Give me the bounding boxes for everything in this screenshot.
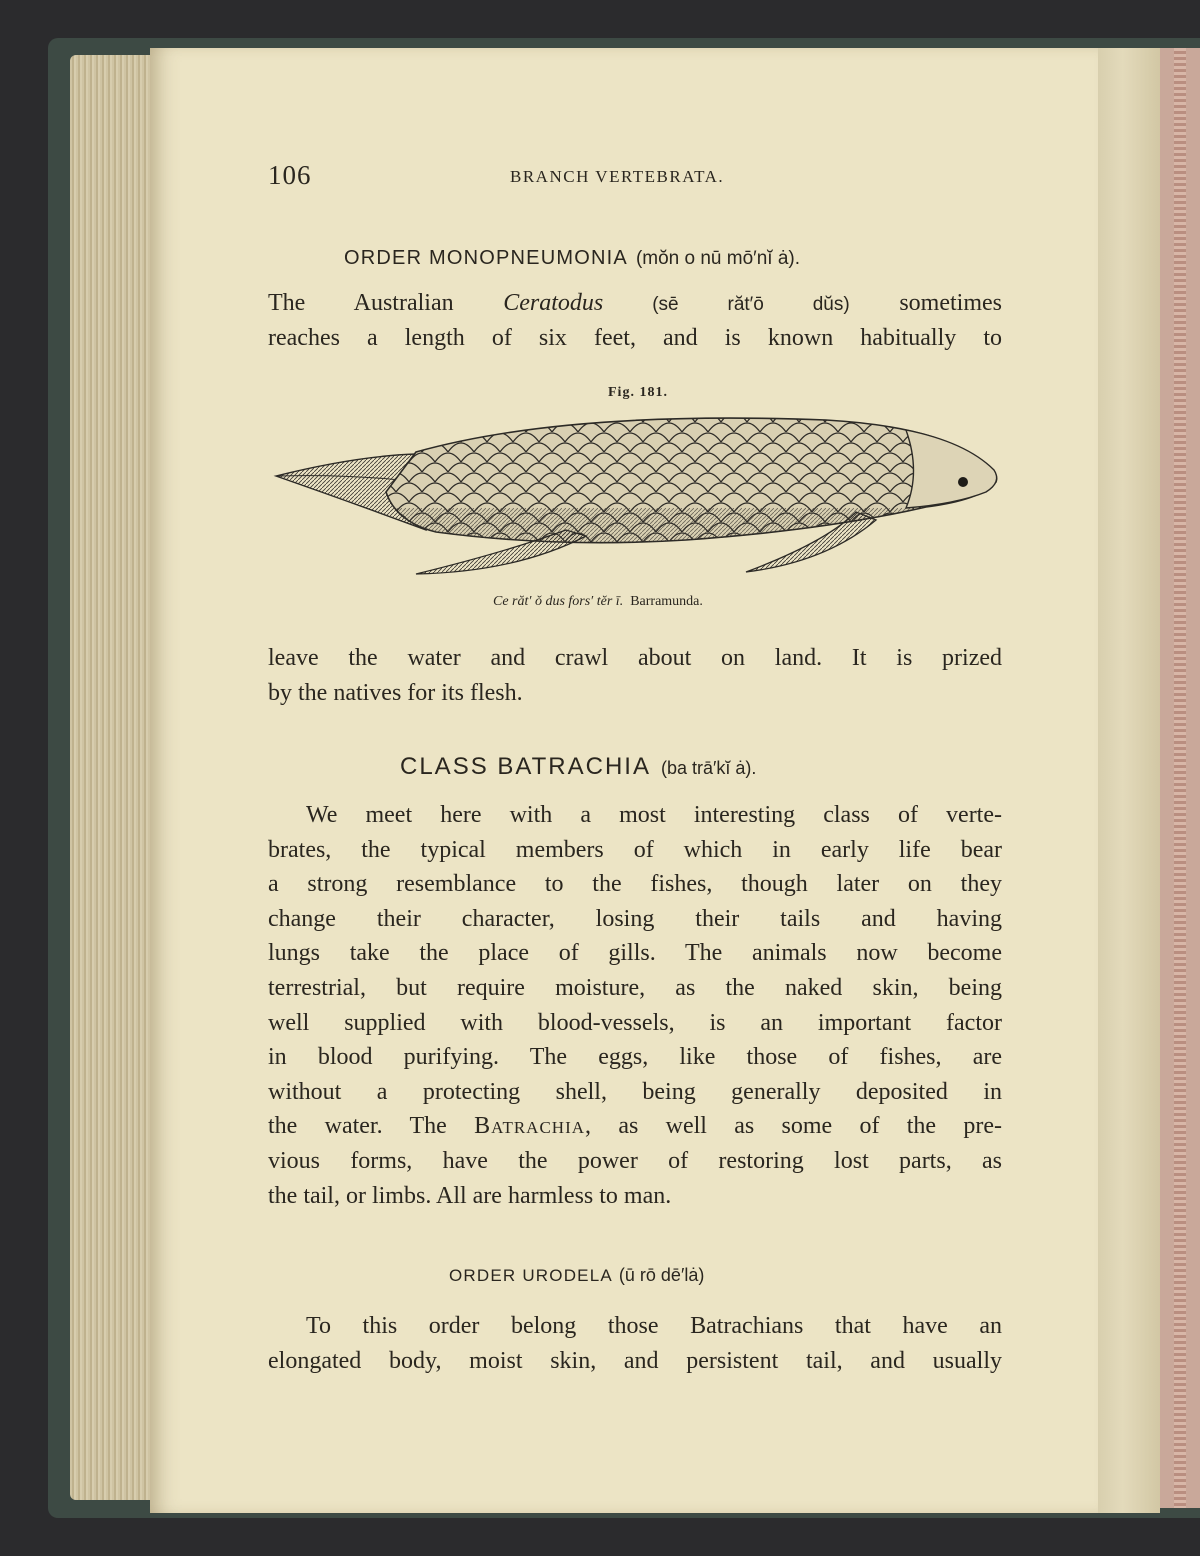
order-pronunciation: (ū rō dē′lȧ) [618, 1265, 705, 1285]
text-line [268, 1109, 1002, 1144]
text-line: reaches a length of six feet, and is known habitually to [268, 324, 1002, 351]
text-run: , as well as some of the pre- [585, 1113, 1003, 1140]
caption-common-name: Barramunda. [630, 594, 703, 609]
order-heading-text: ORDER URODELA [449, 1266, 613, 1285]
text-line: vious forms, have the power of restoring lost parts, as [268, 1147, 1002, 1174]
caption-scientific-name: Ce răt′ ŏ dus fors′ tĕr ī. [493, 594, 624, 609]
text-line: without a protecting shell, being generally deposited in [268, 1078, 1002, 1105]
small-caps-term: Batrachia [474, 1113, 586, 1140]
text-line: a strong resemblance to the fishes, though later on they [268, 871, 1002, 898]
text-line: To this order belong those Batrachians that have an [306, 1313, 1002, 1339]
text-run: The Australian [268, 290, 504, 316]
class-heading-text: CLASS BATRACHIA [400, 753, 651, 780]
genus-name: Ceratodus [503, 290, 604, 316]
facing-page-edge [1174, 48, 1186, 1508]
figure-caption [493, 594, 703, 610]
text-line: by the natives for its flesh. [268, 679, 523, 706]
paragraph-urodela [268, 1309, 1002, 1378]
figure-label: Fig. 181. [608, 385, 668, 400]
barramunda-fish-illustration [266, 412, 1006, 587]
text-line: in blood purifying. The eggs, like those of fishes, are [268, 1044, 1002, 1071]
text-line [268, 286, 1002, 321]
paragraph-batrachia [268, 798, 1002, 1213]
order-urodela-heading [449, 1265, 704, 1286]
text-line: lungs take the place of gills. The animals now become [268, 940, 1002, 967]
order-pronunciation: (mŏn o nū mō′nĭ ȧ). [635, 248, 801, 269]
fish-eye [958, 477, 968, 487]
book-gutter [1098, 48, 1160, 1513]
text-line: brates, the typical members of which in early life bear [268, 836, 1002, 863]
text-line: elongated body, moist skin, and persistent tail, and usually [268, 1347, 1002, 1374]
paragraph-ceratodus [268, 286, 1002, 355]
text-run: the water. The [268, 1113, 475, 1140]
text-line: We meet here with a most interesting class of verte- [306, 802, 1002, 828]
order-heading-text: ORDER MONOPNEUMONIA [344, 247, 628, 269]
text-line: change their character, losing their tails and having [268, 905, 1002, 932]
page-number: 106 [268, 160, 312, 190]
text-line: the tail, or limbs. All are harmless to man. [268, 1182, 672, 1209]
text-run: sometimes [849, 290, 1003, 316]
class-batrachia-heading [400, 753, 756, 781]
text-line: well supplied with blood-vessels, is an important factor [268, 1009, 1002, 1036]
order-monopneumonia-heading [344, 247, 800, 270]
paragraph-land [268, 641, 1002, 710]
text-line: terrestrial, but require moisture, as the naked skin, being [268, 974, 1002, 1001]
fish-head [906, 430, 997, 508]
text-line: leave the water and crawl about on land. It is prized [268, 645, 1002, 671]
class-pronunciation: (ba trā′kĭ ȧ). [660, 758, 757, 778]
inline-pronunciation: (sē răt′ō dŭs) [603, 294, 850, 315]
running-head: BRANCH VERTEBRATA. [510, 167, 725, 186]
